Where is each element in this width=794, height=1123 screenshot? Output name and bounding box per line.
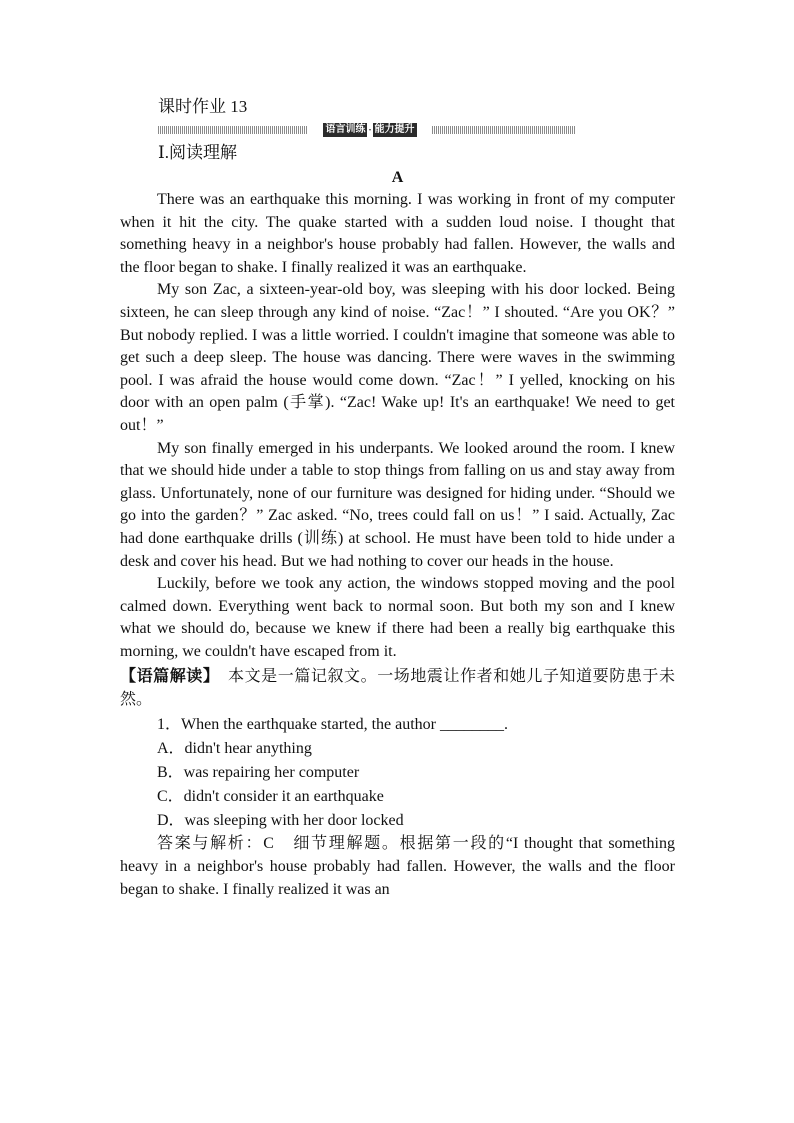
passage-letter: A xyxy=(391,169,404,186)
analysis-text: 本文是一篇记叙文。一场地震让作者和她儿子知道要防患于未然。 xyxy=(120,668,675,709)
passage-paragraph: My son finally emerged in his underpants. We looked around the room. I knew that we should hide under a table to stop things from falling on us and stay away from glass. Unfortunately, none of our furniture was designed for hiding under. “Should we go into the garden？” Zac asked. “No, trees could fall on us！” I said. Actually, Zac had done earthquake drills (训练) at school. He must have been told to hide under a desk and cover his head. But we had nothing to cover our heads in the house. xyxy=(120,439,675,570)
divider-hatch-left xyxy=(158,126,308,134)
section-divider xyxy=(158,123,575,137)
question-option-b: B．was repairing her computer xyxy=(157,764,360,782)
passage-paragraph: Luckily, before we took any action, the windows stopped moving and the pool calmed down. Everything went back to normal soon. But both my son and I knew what we should do, because we knew if there had been a really big earthquake this morning, we couldn't have escaped from it. xyxy=(120,575,675,660)
analysis-heading: 【语篇解读】 xyxy=(120,668,212,686)
question-stem: 1．When the earthquake started, the author ________. xyxy=(157,716,509,734)
divider-badge xyxy=(308,123,432,137)
badge-dot: · xyxy=(368,125,372,135)
passage-paragraph: There was an earthquake this morning. I was working in front of my computer when it hit the city. The quake started with a sudden loud noise. I thought that something heavy in a neighbor's house probably had fallen. However, the walls and the floor began to shake. I finally realized it was an earthquake. xyxy=(120,191,675,276)
question-option-d: D．was sleeping with her door locked xyxy=(157,812,404,830)
passage-analysis xyxy=(120,665,675,711)
divider-hatch-right xyxy=(432,126,575,134)
passage xyxy=(120,189,675,663)
badge-label-left: 语言训练 xyxy=(325,124,366,135)
question-option-c: C．didn't consider it an earthquake xyxy=(157,788,384,806)
passage-paragraph: My son Zac, a sixteen-year-old boy, was sleeping with his door locked. Being sixteen, he can sleep through any kind of noise. “Zac！” I shouted. “Are you OK？” But nobody replied. I was a little worried. I couldn't imagine that someone was able to get such a deep sleep. The house was dancing. There were waves in the swimming pool. I was afraid the house would come down. “Zac！” I yelled, knocking on his door with an open palm (手掌). “Zac! Wake up! It's an earthquake! We need to get out！” xyxy=(120,281,676,434)
worksheet-page xyxy=(120,94,675,901)
question-option-a: A．didn't hear anything xyxy=(157,740,312,758)
badge-label-right: 能力提升 xyxy=(374,124,415,135)
section-heading: Ⅰ.阅读理解 xyxy=(158,143,237,162)
page-title: 课时作业 13 xyxy=(158,97,248,116)
answer-explanation: 答案与解析：C 细节理解题。根据第一段的“I thought that something heavy in a neighbor's house probably had fallen. However, the walls and the floor began to shake. I finally realized it was an xyxy=(120,835,675,898)
